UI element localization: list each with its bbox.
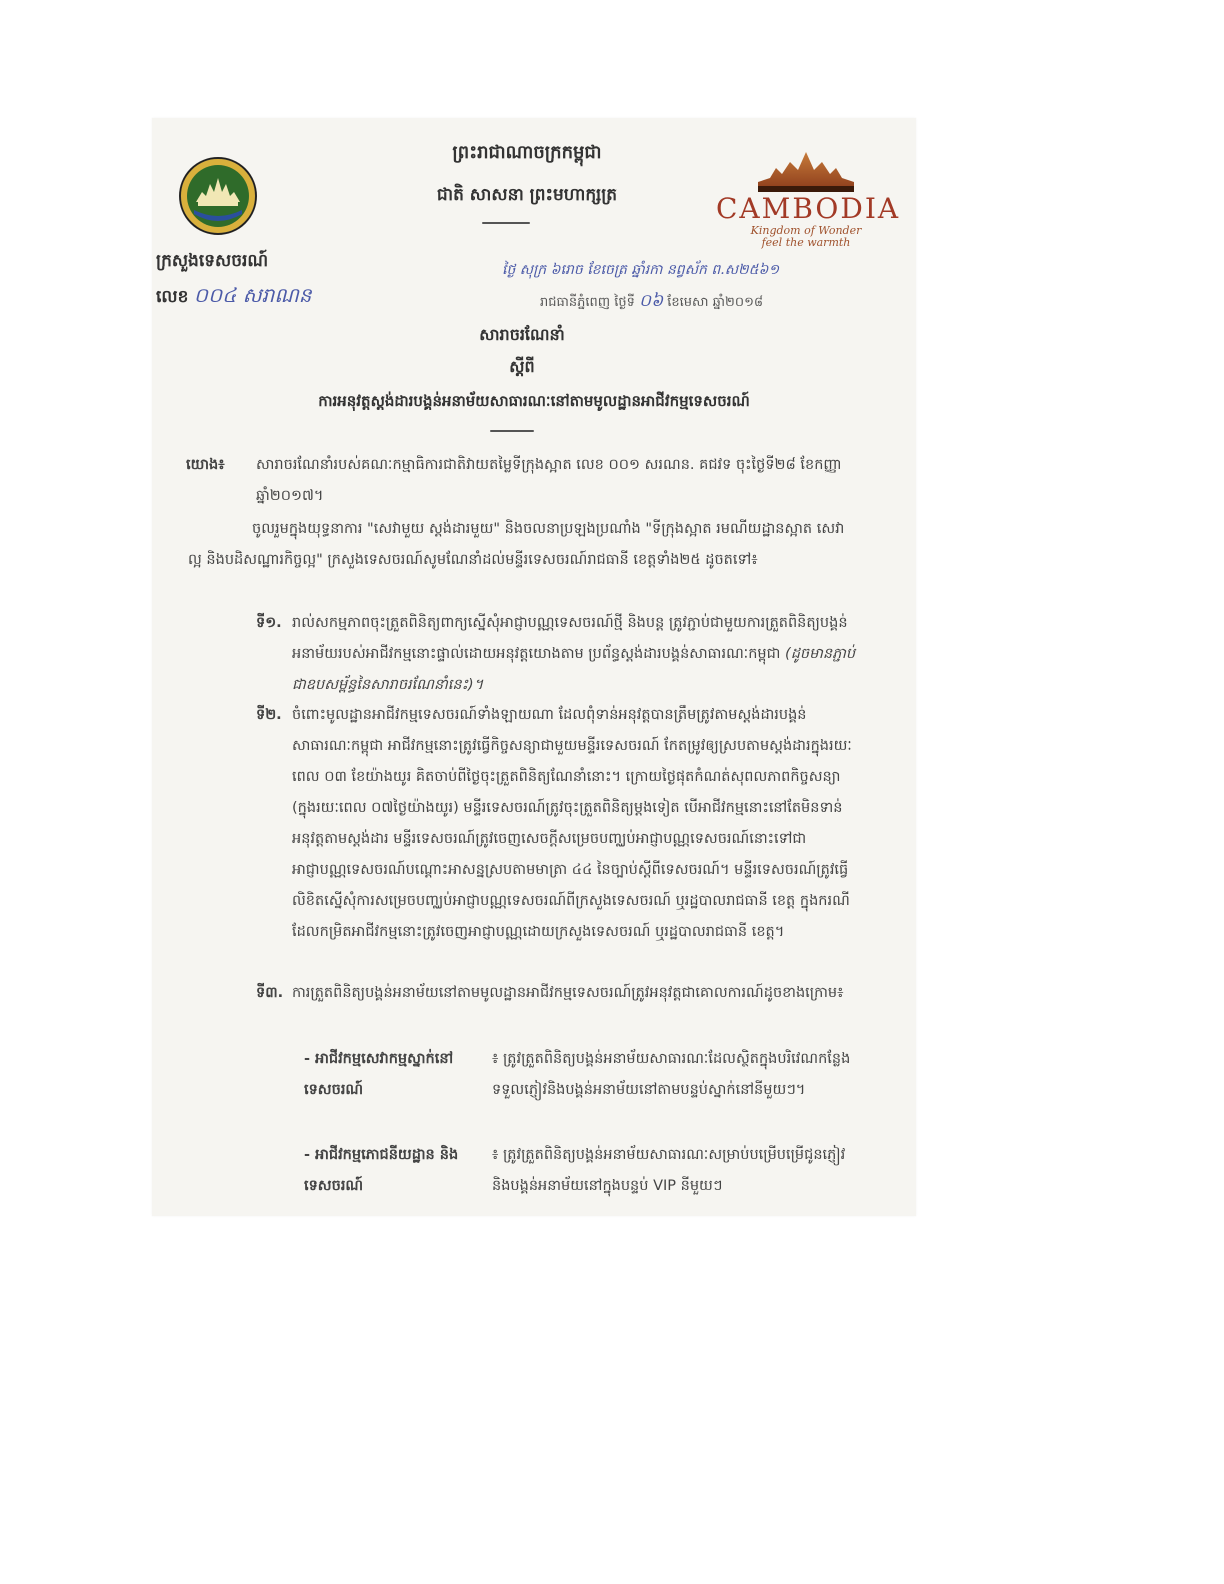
cambodia-brand-logo bbox=[716, 148, 901, 249]
brand-name: CAMBODIA bbox=[716, 192, 901, 225]
date-suffix: ខែមេសា ឆ្នាំ២០១៨ bbox=[667, 295, 764, 310]
item-2-text: ចំពោះមូលដ្ឋានអាជីវកម្មទេសចរណ៍ទាំងឡាយណា ដែលពុំទាន់អនុវត្តបានត្រឹមត្រូវតាមស្តង់ដារបង្គន់សាធារណៈកម្ពុជា អាជីវកម្មនោះត្រូវធ្វើកិច្ចសន្យាជាមួយមន្ទីរទេសចរណ៍ កែតម្រូវឲ្យស្របតាមស្តង់ដារក្នុងរយៈពេល ០៣ ខែយ៉ាងយូរ គិតចាប់ពីថ្ងៃចុះត្រួតពិនិត្យណែនាំនោះ។ ក្រោយថ្ងៃផុតកំណត់សុពលភាពកិច្ចសន្យា (ក្នុងរយៈពេល ០៧ថ្ងៃយ៉ាងយូរ) មន្ទីរទេសចរណ៍ត្រូវចុះត្រួតពិនិត្យម្តងទៀត បើអាជីវកម្មនោះនៅតែមិនទាន់អនុវត្តតាមស្តង់ដារ មន្ទីរទេសចរណ៍ត្រូវចេញសេចក្តីសម្រេចបញ្ឈប់អាជ្ញាបណ្ណទេសចរណ៍នោះទៅជាអាជ្ញាបណ្ណទេសចរណ៍បណ្តោះអាសន្នស្របតាមមាត្រា ៤៤ នៃច្បាប់ស្តីពីទេសចរណ៍។ មន្ទីរទេសចរណ៍ត្រូវធ្វើលិខិតស្នើសុំការសម្រេចបញ្ឈប់អាជ្ញាបណ្ណទេសចរណ៍ពីក្រសួងទេសចរណ៍ ឬរដ្ឋបាលរាជធានី ខេត្ត ក្នុងករណីដែលកម្រិតអាជីវកម្មនោះត្រូវចេញអាជ្ញាបណ្ណដោយក្រសួងទេសចរណ៍ ឬរដ្ឋបាលរាជធានី ខេត្ត។ bbox=[292, 707, 852, 940]
item-1-note: (ដូចមានភ្ជាប់ជាឧបសម្ព័ន្ធនៃសារាចរណែនាំនេះ)។ bbox=[292, 646, 856, 693]
lunar-date: ថ្ងៃ សុក្រ ៦រោច ខែចេត្រ ឆ្នាំរកា នព្វស័ក ព.ស២៥៦១ bbox=[502, 262, 780, 278]
document-subject: ការអនុវត្តស្តង់ដារបង្គន់អនាម័យសាធារណៈនៅតាមមូលដ្ឋានអាជីវកម្មទេសចរណ៍ bbox=[318, 392, 750, 410]
angkor-temple-icon bbox=[756, 148, 856, 192]
document-type: សារាចរណែនាំ bbox=[479, 325, 565, 344]
item-1-number: ទី១. bbox=[256, 615, 282, 631]
sub-item-1-label: - អាជីវកម្មសេវាកម្មស្នាក់នៅទេសចរណ៍ bbox=[304, 1051, 454, 1098]
brand-slogan: feel the warmth bbox=[761, 236, 851, 249]
item-3-text: ការត្រួតពិនិត្យបង្គន់អនាម័យនៅតាមមូលដ្ឋានអាជីវកម្មទេសចរណ៍ត្រូវអនុវត្តជាគោលការណ៍ដូចខាងក្រោម៖ bbox=[292, 985, 844, 1001]
document-about: ស្តីពី bbox=[509, 357, 535, 376]
date-prefix: រាជធានីភ្នំពេញ ថ្ងៃទី bbox=[540, 295, 635, 310]
item-2-number: ទី២. bbox=[256, 707, 282, 723]
solar-date bbox=[540, 290, 920, 315]
brand-tagline: Kingdom of Wonder bbox=[750, 224, 862, 237]
number-handwritten: ០០៤ សរាណន bbox=[193, 283, 312, 307]
item-1-text: រាល់សកម្មភាពចុះត្រួតពិនិត្យពាក្យស្នើសុំអាជ្ញាបណ្ណទេសចរណ៍ថ្មី និងបន្ត ត្រូវភ្ជាប់ជាមួយការត្រួតពិនិត្យបង្គន់អនាម័យរបស់អាជីវកម្មនោះផ្ទាល់ដោយអនុវត្តយោងតាម ប្រព័ន្ធស្តង់ដារបង្គន់សាធារណៈកម្ពុជា bbox=[292, 615, 848, 662]
reference-label: យោង៖ bbox=[186, 457, 225, 473]
ministry-seal-logo bbox=[178, 156, 258, 236]
document-scan bbox=[152, 118, 916, 1216]
item-1 bbox=[292, 608, 858, 701]
sub-item-1-text: ៖ ត្រូវត្រួតពិនិត្យបង្គន់អនាម័យសាធារណៈដែលស្ថិតក្នុងបរិវេណកន្លែងទទួលភ្ញៀវនិងបង្គន់អនាម័យនៅតាមបន្ទប់ស្នាក់នៅនីមួយៗ។ bbox=[492, 1051, 851, 1098]
letter-number bbox=[156, 282, 311, 312]
reference-text: សារាចរណែនាំរបស់គណៈកម្មាធិការជាតិវាយតម្លៃទីក្រុងស្អាត លេខ ០០១ សរណន. គជវទ ចុះថ្ងៃទី២៨ ខែកញ្ញា ឆ្នាំ២០១៧។ bbox=[256, 457, 842, 504]
title-divider bbox=[490, 430, 534, 432]
header-divider bbox=[482, 222, 530, 224]
kingdom-heading: ព្រះរាជាណាចក្រកម្ពុជា bbox=[452, 142, 602, 163]
intro-paragraph: ចូលរួមក្នុងយុទ្ធនាការ "សេវាមួយ ស្តង់ដារមួយ" និងចលនាប្រឡងប្រណាំង "ទីក្រុងស្អាត រមណីយដ្ឋានស្អាត សេវាល្អ និងបដិសណ្ឋារកិច្ចល្អ" ក្រសួងទេសចរណ៍សូមណែនាំដល់មន្ទីរទេសចរណ៍រាជធានី ខេត្តទាំង២៥ ដូចតទៅ៖ bbox=[188, 521, 845, 568]
national-motto: ជាតិ សាសនា ព្រះមហាក្សត្រ bbox=[436, 185, 618, 205]
number-label: លេខ bbox=[156, 287, 189, 307]
sub-item-2-label: - អាជីវកម្មភោជនីយដ្ឋាន និងទេសចរណ៍ bbox=[304, 1147, 459, 1194]
date-day: ០៦ bbox=[639, 291, 664, 311]
item-3-number: ទី៣. bbox=[256, 985, 284, 1001]
sub-item-2-text: ៖ ត្រូវត្រួតពិនិត្យបង្គន់អនាម័យសាធារណៈសម្រាប់បម្រើបម្រើជូនភ្ញៀវនិងបង្គន់អនាម័យនៅក្នុងបន្ទប់ VIP នីមួយៗ bbox=[492, 1147, 846, 1194]
ministry-name: ក្រសួងទេសចរណ៍ bbox=[156, 251, 269, 271]
